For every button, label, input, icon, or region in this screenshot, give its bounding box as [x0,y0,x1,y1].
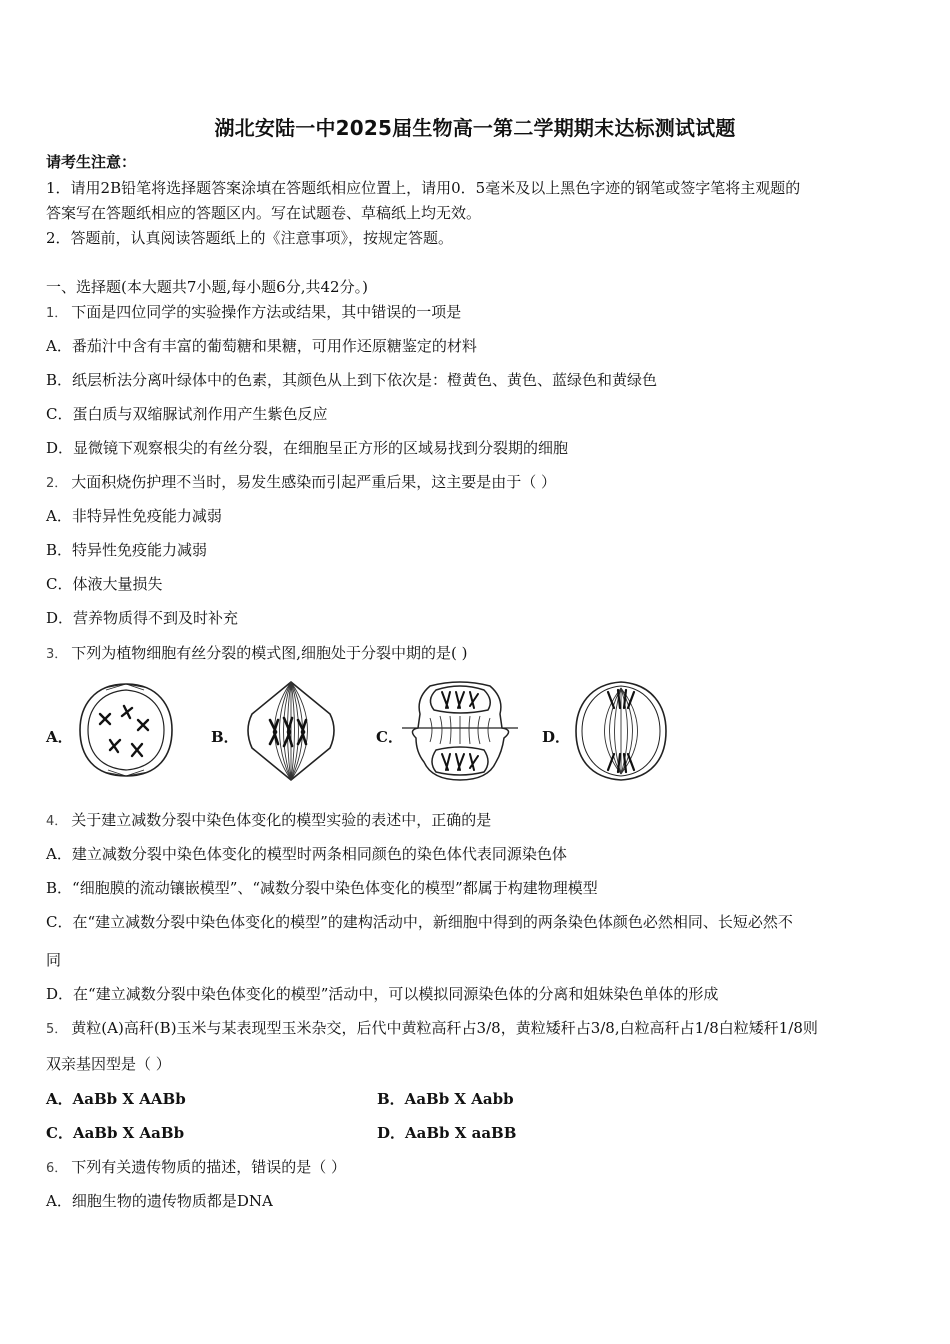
question-number: 3． [46,647,68,662]
question-number: 5． [46,1022,68,1037]
q5-option-c[interactable]: C．AaBb X AaBb [46,1124,185,1142]
question-4 [46,810,491,832]
notice-item-2: 2．答题前，认真阅读答题纸上的《注意事项》，按规定答题。 [46,229,454,247]
q5-option-a[interactable]: A．AaBb X AABb [46,1090,186,1108]
question-number: 6． [46,1161,68,1176]
mitosis-figure-row [46,678,686,788]
q4-option-b[interactable]: B．“细胞膜的流动镶嵌模型”、“减数分裂中染色体变化的模型”都属于构建物理模型 [46,879,598,897]
figure-label-d[interactable]: D． [542,728,571,746]
question-3 [46,643,468,665]
q4-option-c-line-2[interactable]: 同 [46,951,62,969]
figure-label-a[interactable]: A． [46,728,73,746]
notice-heading: 请考生注意： [46,153,137,171]
question-5-stem-line-2: 双亲基因型是（ ） [46,1055,171,1073]
exam-title: 湖北安陆一中2025届生物高一第二学期期末达标测试试题 [214,116,736,140]
q2-option-b[interactable]: B．特异性免疫能力减弱 [46,541,208,559]
q2-option-c[interactable]: C．体液大量损失 [46,575,163,593]
q1-option-a[interactable]: A．番茄汁中含有丰富的葡萄糖和果糖，可用作还原糖鉴定的材料 [46,337,477,355]
question-stem: 下列为植物细胞有丝分裂的模式图,细胞处于分裂中期的是( ) [71,644,468,662]
section-heading: 一、选择题(本大题共7小题,每小题6分,共42分。) [46,278,368,296]
notice-item-1-line-1: 1．请用2B铅笔将选择题答案涂填在答题纸相应位置上，请用0．5毫米及以上黑色字迹的钢笔或签字笔将主观题的 [46,179,801,197]
question-number: 1． [46,306,68,321]
cell-diagram-d [572,678,670,784]
question-5 [46,1018,818,1040]
q4-option-d[interactable]: D．在“建立减数分裂中染色体变化的模型”活动中，可以模拟同源染色体的分离和姐妹染色单体的形成 [46,985,719,1003]
q4-option-c-line-1[interactable]: C．在“建立减数分裂中染色体变化的模型”的建构活动中，新细胞中得到的两条染色体颜色必然相同、长短必然不 [46,913,793,931]
question-stem-line-1: 黄粒(A)高秆(B)玉米与某表现型玉米杂交，后代中黄粒高秆占3/8，黄粒矮秆占3/8,白粒高秆占1/8白粒矮秆1/8则 [71,1019,818,1037]
q2-option-d[interactable]: D．营养物质得不到及时补充 [46,609,239,627]
question-number: 4． [46,814,68,829]
notice-item-1-line-2: 答案写在答题纸相应的答题区内。写在试题卷、草稿纸上均无效。 [46,204,482,222]
question-stem: 下面是四位同学的实验操作方法或结果，其中错误的一项是 [71,303,462,321]
figure-label-b[interactable]: B． [211,728,239,746]
q5-option-d[interactable]: D．AaBb X aaBB [377,1124,517,1142]
question-1 [46,302,461,324]
q5-option-b[interactable]: B．AaBb X Aabb [377,1090,514,1108]
question-number: 2． [46,476,68,491]
question-6 [46,1157,346,1179]
q1-option-b[interactable]: B．纸层析法分离叶绿体中的色素，其颜色从上到下依次是：橙黄色、黄色、蓝绿色和黄绿色 [46,371,658,389]
question-stem: 大面积烧伤护理不当时，易发生感染而引起严重后果，这主要是由于（ ） [71,473,557,491]
q1-option-d[interactable]: D．显微镜下观察根尖的有丝分裂，在细胞呈正方形的区域易找到分裂期的细胞 [46,439,569,457]
question-stem: 下列有关遗传物质的描述，错误的是（ ） [71,1158,347,1176]
cell-diagram-a [76,678,176,782]
q6-option-a[interactable]: A．细胞生物的遗传物质都是DNA [46,1192,273,1210]
figure-label-c[interactable]: C． [376,728,403,746]
cell-diagram-c [400,678,520,782]
q2-option-a[interactable]: A．非特异性免疫能力减弱 [46,507,222,525]
question-stem: 关于建立减数分裂中染色体变化的模型实验的表述中，正确的是 [71,811,492,829]
question-2 [46,472,556,494]
q1-option-c[interactable]: C．蛋白质与双缩脲试剂作用产生紫色反应 [46,405,328,423]
cell-diagram-b [240,678,342,784]
q4-option-a[interactable]: A．建立减数分裂中染色体变化的模型时两条相同颜色的染色体代表同源染色体 [46,845,567,863]
